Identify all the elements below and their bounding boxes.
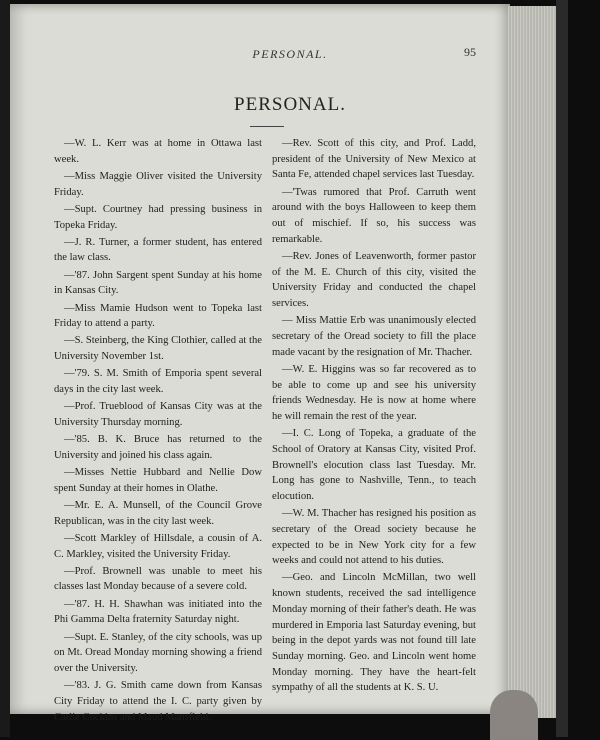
- news-item: —'87. H. H. Shawhan was initiated into the Phi Gamma Delta fraternity Saturday night.: [54, 598, 262, 626]
- news-item: —Rev. Scott of this city, and Prof. Ladd, president of the University of New Mexico at Santa Fe, attended chapel services last Tuesday.: [272, 138, 476, 181]
- news-item: —'Twas rumored that Prof. Carruth went around with the boys Halloween to keep them out of mischief. If so, his success was remarkable.: [272, 186, 476, 245]
- news-item: —'79. S. M. Smith of Emporia spent several days in the city last week.: [54, 368, 262, 396]
- news-item: —Prof. Brownell was unable to meet his classes last Monday because of a severe cold.: [54, 565, 262, 593]
- right-column: [272, 136, 476, 698]
- news-item: —S. Steinberg, the King Clothier, called at the University November 1st.: [54, 335, 262, 363]
- thumb: [490, 690, 538, 740]
- news-item: —'85. B. K. Bruce has returned to the University and joined his class again.: [54, 434, 262, 461]
- book-cover-edge: [556, 0, 568, 737]
- news-item: —Misses Nettie Hubbard and Nellie Dow spent Sunday at their homes in Olathe.: [54, 467, 262, 494]
- news-item: —J. R. Turner, a former student, has entered the law class.: [54, 236, 262, 264]
- running-head: PERSONAL.: [252, 47, 328, 61]
- news-item: — Miss Mattie Erb was unanimously elected secretary of the Oread society to fill the place made vacant by the resignation of Mr. Thacher.: [272, 315, 476, 358]
- news-item: —W. E. Higgins was so far recovered as to be able to come up and see his university friends Wednesday. He is now at home where he will remain the rest of the year.: [272, 363, 476, 422]
- title-rule: [250, 126, 284, 127]
- news-item: —Supt. Courtney had pressing business in Topeka Friday.: [54, 203, 262, 231]
- page-number: 95: [464, 45, 476, 59]
- news-item: —Supt. E. Stanley, of the city schools, was up on Mt. Oread Monday morning showing a friend over the University.: [54, 631, 262, 674]
- news-item: —Miss Mamie Hudson went to Topeka last Friday to attend a party.: [54, 302, 262, 330]
- news-item: —Miss Maggie Oliver visited the University Friday.: [54, 170, 262, 198]
- page-edges: [508, 6, 556, 718]
- left-column: [54, 136, 262, 727]
- news-item: —'83. J. G. Smith came down from Kansas City Friday to attend the I. C. party given by Carlie Cockins and Maud Mansfield.: [54, 680, 262, 723]
- news-item: —Mr. E. A. Munsell, of the Council Grove Republican, was in the city last week.: [54, 499, 262, 527]
- news-item: —W. L. Kerr was at home in Ottawa last week.: [54, 138, 262, 165]
- binding-shadow: [0, 0, 10, 737]
- news-item: —W. M. Thacher has resigned his position as secretary of the Oread society because he expected to be in New York city for a few weeks and could not attend to his duties.: [272, 508, 476, 567]
- page-title: PERSONAL.: [234, 94, 346, 115]
- news-item: —'87. John Sargent spent Sunday at his home in Kansas City.: [54, 269, 262, 297]
- news-item: —Scott Markley of Hillsdale, a cousin of A. C. Markley, visited the University Friday.: [54, 532, 262, 560]
- news-item: —Prof. Trueblood of Kansas City was at the University Thursday morning.: [54, 401, 262, 428]
- news-item: —Rev. Jones of Leavenworth, former pastor of the M. E. Church of this city, visited the University Friday and conducted the chapel services.: [272, 250, 476, 310]
- news-item: —Geo. and Lincoln McMillan, two well known students, received the sad intelligence Monday morning of their father's death. He was murdered in Emporia last Saturday evening, but being in the depot yards was not found till late Sunday morning. Geo. and Lincoln went home Monday morning. They have the heart-felt sympathy of all the students at K. S. U.: [272, 572, 476, 694]
- news-item: —I. C. Long of Topeka, a graduate of the School of Oratory at Kansas City, visited Prof. Brownell's elocution class last Tuesday. Mr. Long has gone to Nashville, Tenn., to teach elocution.: [272, 428, 476, 502]
